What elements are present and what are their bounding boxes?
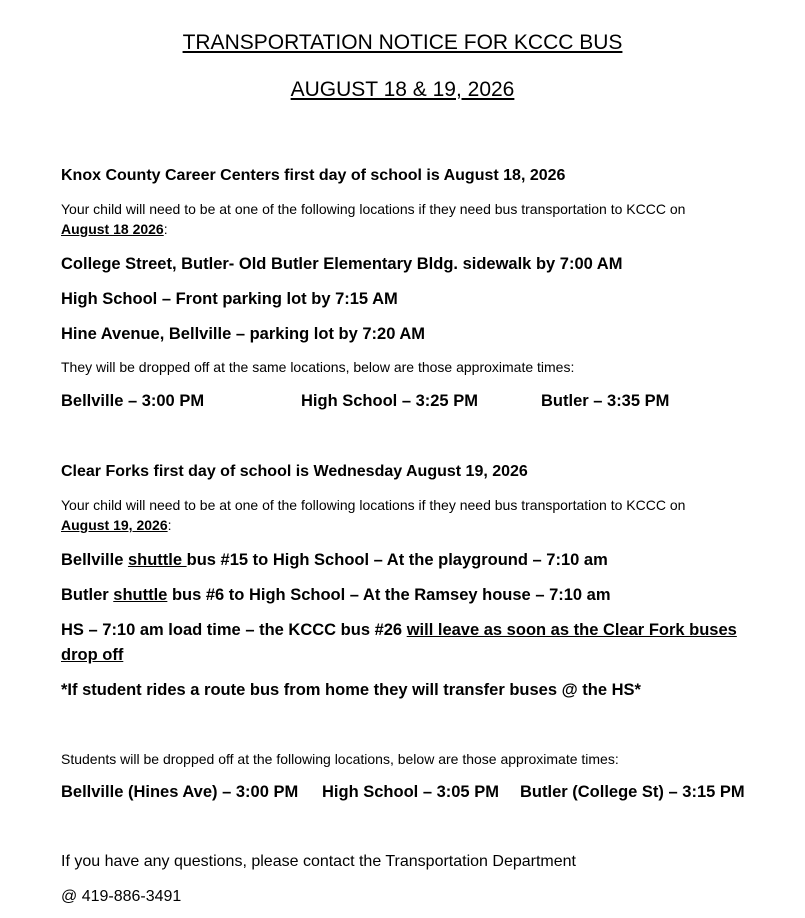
- hs-load-line: [61, 621, 737, 640]
- hs-load-pre: HS – 7:10 am load time – the KCCC bus #26: [61, 621, 407, 639]
- clearfork-date: August 19, 2026: [61, 517, 168, 533]
- clearfork-dropoff-2: High School – 3:05 PM: [322, 783, 499, 801]
- shuttle-butler: [61, 586, 611, 605]
- clearfork-date-line: [61, 517, 172, 533]
- shuttle-butler-post: bus #6 to High School – At the Ramsey house – 7:10 am: [167, 586, 611, 604]
- knox-heading: Knox County Career Centers first day of school is August 18, 2026: [61, 167, 566, 184]
- clearfork-heading: Clear Forks first day of school is Wednesday August 19, 2026: [61, 463, 528, 480]
- knox-date-suffix: :: [163, 221, 168, 237]
- knox-pickup-1: College Street, Butler- Old Butler Elementary Bldg. sidewalk by 7:00 AM: [61, 255, 623, 273]
- contact-line: If you have any questions, please contact the Transportation Department: [61, 853, 576, 870]
- shuttle-bellville-post: bus #15 to High School – At the playground – 7:10 am: [186, 551, 608, 569]
- knox-pickup-3: Hine Avenue, Bellville – parking lot by 7:20 AM: [61, 325, 426, 343]
- hs-load-underlined-2: drop off: [61, 646, 124, 664]
- clearfork-date-suffix: :: [167, 517, 172, 533]
- knox-pickup-2: High School – Front parking lot by 7:15 AM: [61, 290, 398, 308]
- shuttle-bellville: [61, 551, 608, 570]
- shuttle-bellville-pre: Bellville: [61, 551, 128, 569]
- hs-load-underlined: will leave as soon as the Clear Fork buses: [406, 621, 737, 639]
- knox-dropoff-3: Butler – 3:35 PM: [541, 392, 670, 410]
- shuttle-butler-pre: Butler: [61, 586, 114, 604]
- shuttle-bellville-underlined: shuttle: [127, 551, 187, 569]
- clearfork-dropoff-1: Bellville (Hines Ave) – 3:00 PM: [61, 783, 299, 801]
- knox-dropoff-1: Bellville – 3:00 PM: [61, 392, 205, 410]
- notice-title: TRANSPORTATION NOTICE FOR KCCC BUS: [182, 31, 623, 54]
- clearfork-intro: Your child will need to be at one of the following locations if they need bus transportation to KCCC on: [61, 497, 686, 513]
- knox-intro: Your child will need to be at one of the following locations if they need bus transportation to KCCC on: [61, 201, 686, 217]
- knox-dropoff-intro: They will be dropped off at the same locations, below are those approximate times:: [61, 359, 575, 375]
- transfer-note: *If student rides a route bus from home they will transfer buses @ the HS*: [61, 681, 641, 699]
- knox-date: August 18 2026: [61, 221, 164, 237]
- contact-phone: @ 419-886-3491: [61, 888, 182, 905]
- clearfork-dropoff-intro: Students will be dropped off at the following locations, below are those approximate times:: [61, 751, 619, 767]
- hs-load-line-2: [61, 646, 123, 665]
- notice-dates: AUGUST 18 & 19, 2026: [290, 78, 515, 101]
- knox-date-line: [61, 221, 168, 237]
- shuttle-butler-underlined: shuttle: [113, 586, 168, 604]
- knox-dropoff-2: High School – 3:25 PM: [301, 392, 478, 410]
- clearfork-dropoff-3: Butler (College St) – 3:15 PM: [520, 783, 745, 801]
